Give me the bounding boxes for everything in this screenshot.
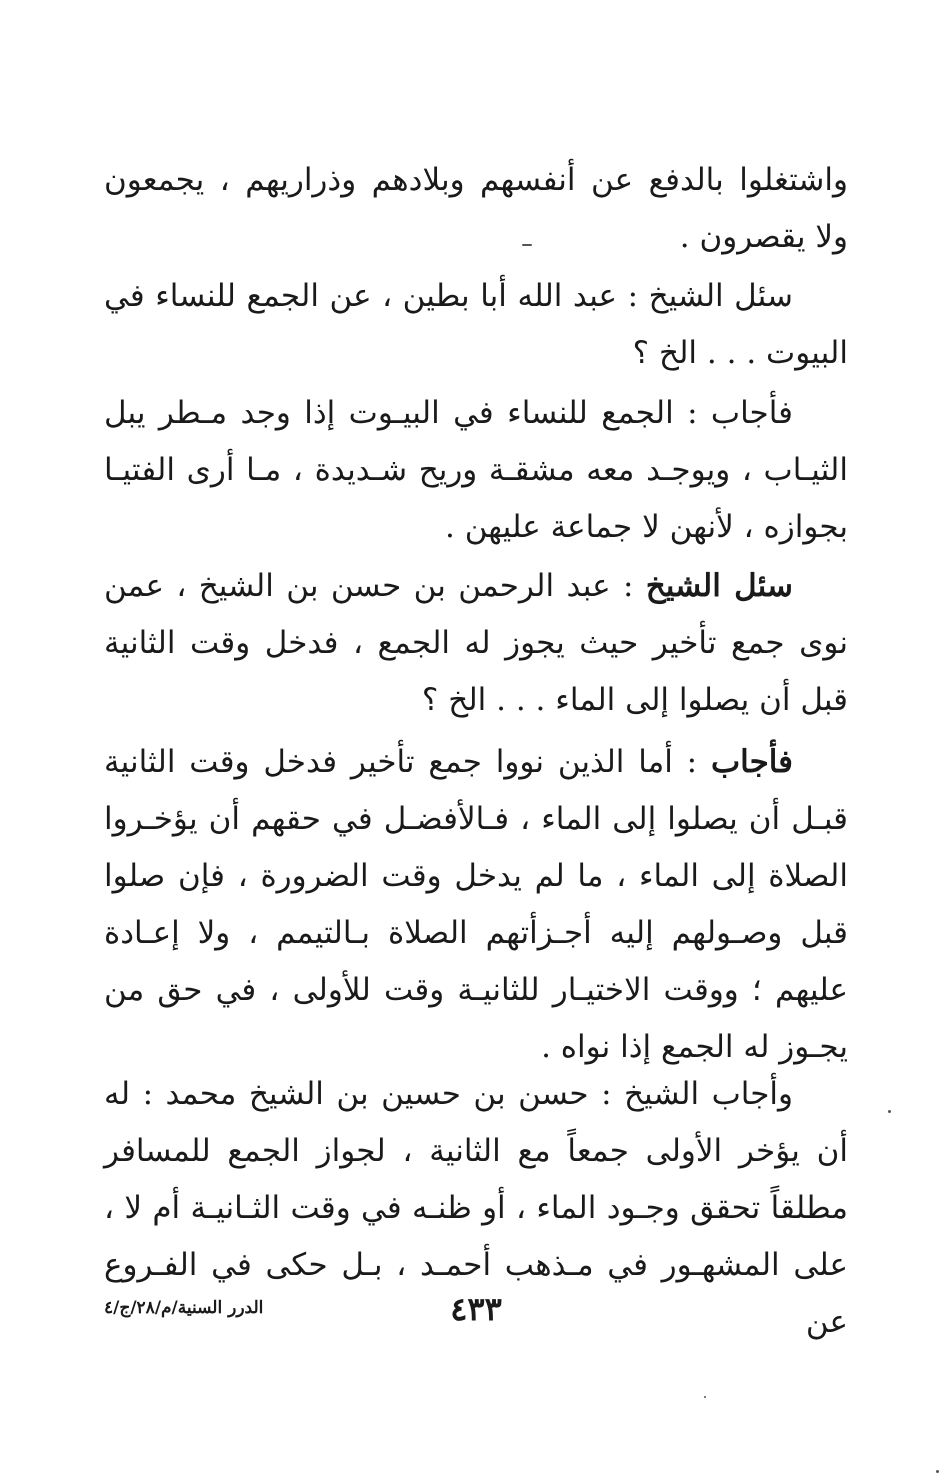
- paragraph-text: [104, 558, 848, 729]
- paragraph-text: فأجاب : الجمع للنساء في البيـوت إذا وجد مـطر يبل الثيـاب ، ويوجـد معه مشقـة وريح شـديدة ، مـا أرى الفتيـا بجوازه ، لأنهن لا جماعة عليهن .: [104, 395, 848, 545]
- paragraph-question-abdulrahman: [104, 558, 848, 729]
- paragraph-continuation: [104, 152, 848, 266]
- answer-body: : أما الذين نووا جمع تأخير فدخل وقت الثانية قبـل أن يصلوا إلى الماء ، فـالأفضـل في حقهم أن يؤخـروا الصلاة إلى الماء ، ما لم يدخل وقت الضرورة ، فإن صلوا قبل وصـولهم إليه أجـزأتهم الصلاة بـالتيمم ، ولا إعـادة عليهم ؛ ووقت الاختيـار للثانيـة وقت للأولى ، في حق من يجـوز له الجمع إذا نواه .: [104, 744, 848, 1065]
- scan-speck: [522, 244, 532, 246]
- scan-speck: [704, 1396, 706, 1398]
- paragraph-question-abdullah-aba-butain: [104, 268, 848, 382]
- answer-label: فأجاب: [710, 744, 793, 780]
- paragraph-text: سئل الشيخ : عبد الله أبا بطين ، عن الجمع للنساء في البيوت . . . الخ ؟: [104, 278, 848, 371]
- page-footer: [104, 1290, 848, 1330]
- page-number: ٤٣٣: [450, 1290, 502, 1328]
- question-body: : عبد الرحمن بن حسن بن الشيخ ، عمن نوى جمع تأخير حيث يجوز له الجمع ، فدخل وقت الثانية قبل أن يصلوا إلى الماء . . . الخ ؟: [104, 568, 848, 718]
- paragraph-answer-women-combining: [104, 385, 848, 556]
- scan-speck: [888, 1110, 891, 1113]
- question-label: سئل الشيخ: [645, 568, 793, 604]
- paragraph-text: وأجاب الشيخ : حسن بن حسين بن الشيخ محمد : له أن يؤخر الأولى جمعاً مع الثانية ، لجواز الجمع للمسافر مطلقاً تحقق وجـود الماء ، أو ظنـه في وقت الثـانيـة أم لا ، على المشهـور في مـذهب أحمـد ، بـل حكى في الفـروع عن: [104, 1076, 848, 1340]
- paragraph-text: [104, 734, 848, 1076]
- paragraph-answer-delay-combining: [104, 734, 848, 1076]
- scan-speck: [936, 1470, 939, 1473]
- book-reference: الدرر السنية/م/٢٨/ج/٤: [104, 1298, 264, 1318]
- paragraph-text: واشتغلوا بالدفع عن أنفسهم وبلادهم وذراريهم ، يجمعون ولا يقصرون .: [104, 162, 848, 255]
